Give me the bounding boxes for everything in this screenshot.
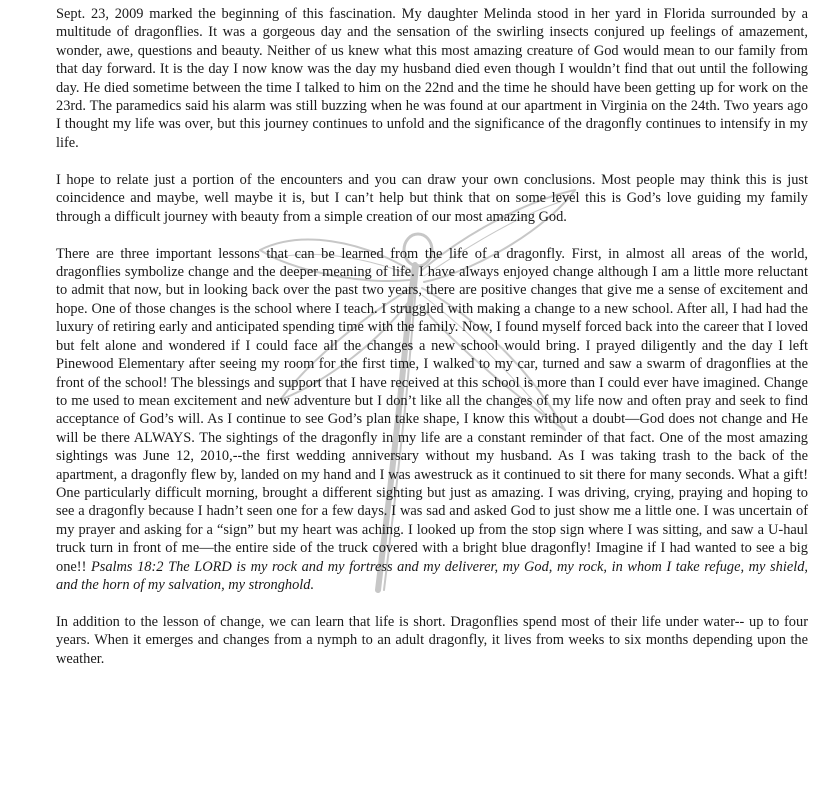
paragraph-2: I hope to relate just a portion of the encounters and you can draw your own conclusions. Most people may think this is just coincidence and maybe, well maybe it is, but I can’t help but think that on some level this is God’s love guiding my family through a difficult journey with beauty from a simple creation of our most amazing God. <box>56 171 808 225</box>
paragraph-3-text: There are three important lessons that can be learned from the life of a dragonfly. First, in almost all areas of the world, dragonflies symbolize change and the deeper meaning of life. I have always enjoyed change although I am a little more reluctant to admit that now, but in looking back over the past two years, there are positive changes that give me a sense of excitement and hope. One of those changes is the school where I teach. I struggled with making a change to a new school. After all, I had had the luxury of retiring early and anticipated spending time with the family. Now, I found myself forced back into the career that I loved but felt alone and wondered if I could face all the changes a new school would bring. I prayed diligently and the day I left Pinewood Elementary after seeing my room for the first time, I walked to my car, turned and saw a swarm of dragonflies at the front of the school! The blessings and support that I have received at this school is more than I could ever have imagined. Change to me used to mean excitement and new adventure but I don’t like all the changes of my life now and often pray and seek to find acceptance of God’s will. As I continue to see God’s plan take shape, I know this without a doubt—God does not change and He will be there ALWAYS. The sightings of the dragonfly in my life are a constant reminder of that fact. One of the most amazing sightings was June 12, 2010,--the first wedding anniversary without my husband. As I was taking trash to the back of the apartment, a dragonfly flew by, landed on my hand and I was awestruck as it continued to sit there for many seconds. What a gift! One particularly difficult morning, brought a different sighting but just as amazing. I was driving, crying, praying and hoping to see a dragonfly because I hadn’t seen one for a few days. I was sad and asked God to just show me a little one. I was uncertain of my prayer and asking for a “sign” but my heart was aching. I looked up from the stop sign where I was sitting, and saw a U-haul truck turn in front of me—the entire side of the truck covered with a bright blue dragonfly! Imagine if I had wanted to see a big one!! <box>56 245 808 575</box>
document-body <box>56 5 808 687</box>
paragraph-4: In addition to the lesson of change, we can learn that life is short. Dragonflies spend most of their life under water-- up to four years. When it emerges and changes from a nymph to an adult dragonfly, it lives from weeks to six months depending upon the weather. <box>56 613 808 667</box>
scripture-quote: Psalms 18:2 The LORD is my rock and my fortress and my deliverer, my God, my rock, in whom I take refuge, my shield, and the horn of my salvation, my stronghold. <box>56 558 808 593</box>
paragraph-1: Sept. 23, 2009 marked the beginning of this fascination. My daughter Melinda stood in her yard in Florida surrounded by a multitude of dragonflies. It was a gorgeous day and the sensation of the swirling insects conjured up feelings of amazement, wonder, awe, questions and beauty. Neither of us knew what this most amazing creature of God would mean to our family from that day forward. It is the day I now know was the day my husband died even though I wouldn’t find that out until the following day. He died sometime between the time I talked to him on the 22nd and the time he should have been getting up for work on the 23rd. The paramedics said his alarm was still buzzing when he was found at our apartment in Virginia on the 24th. Two years ago I thought my life was over, but this journey continues to unfold and the significance of the dragonfly continues to intensify in my life. <box>56 6 808 151</box>
paragraph-3 <box>56 245 808 595</box>
